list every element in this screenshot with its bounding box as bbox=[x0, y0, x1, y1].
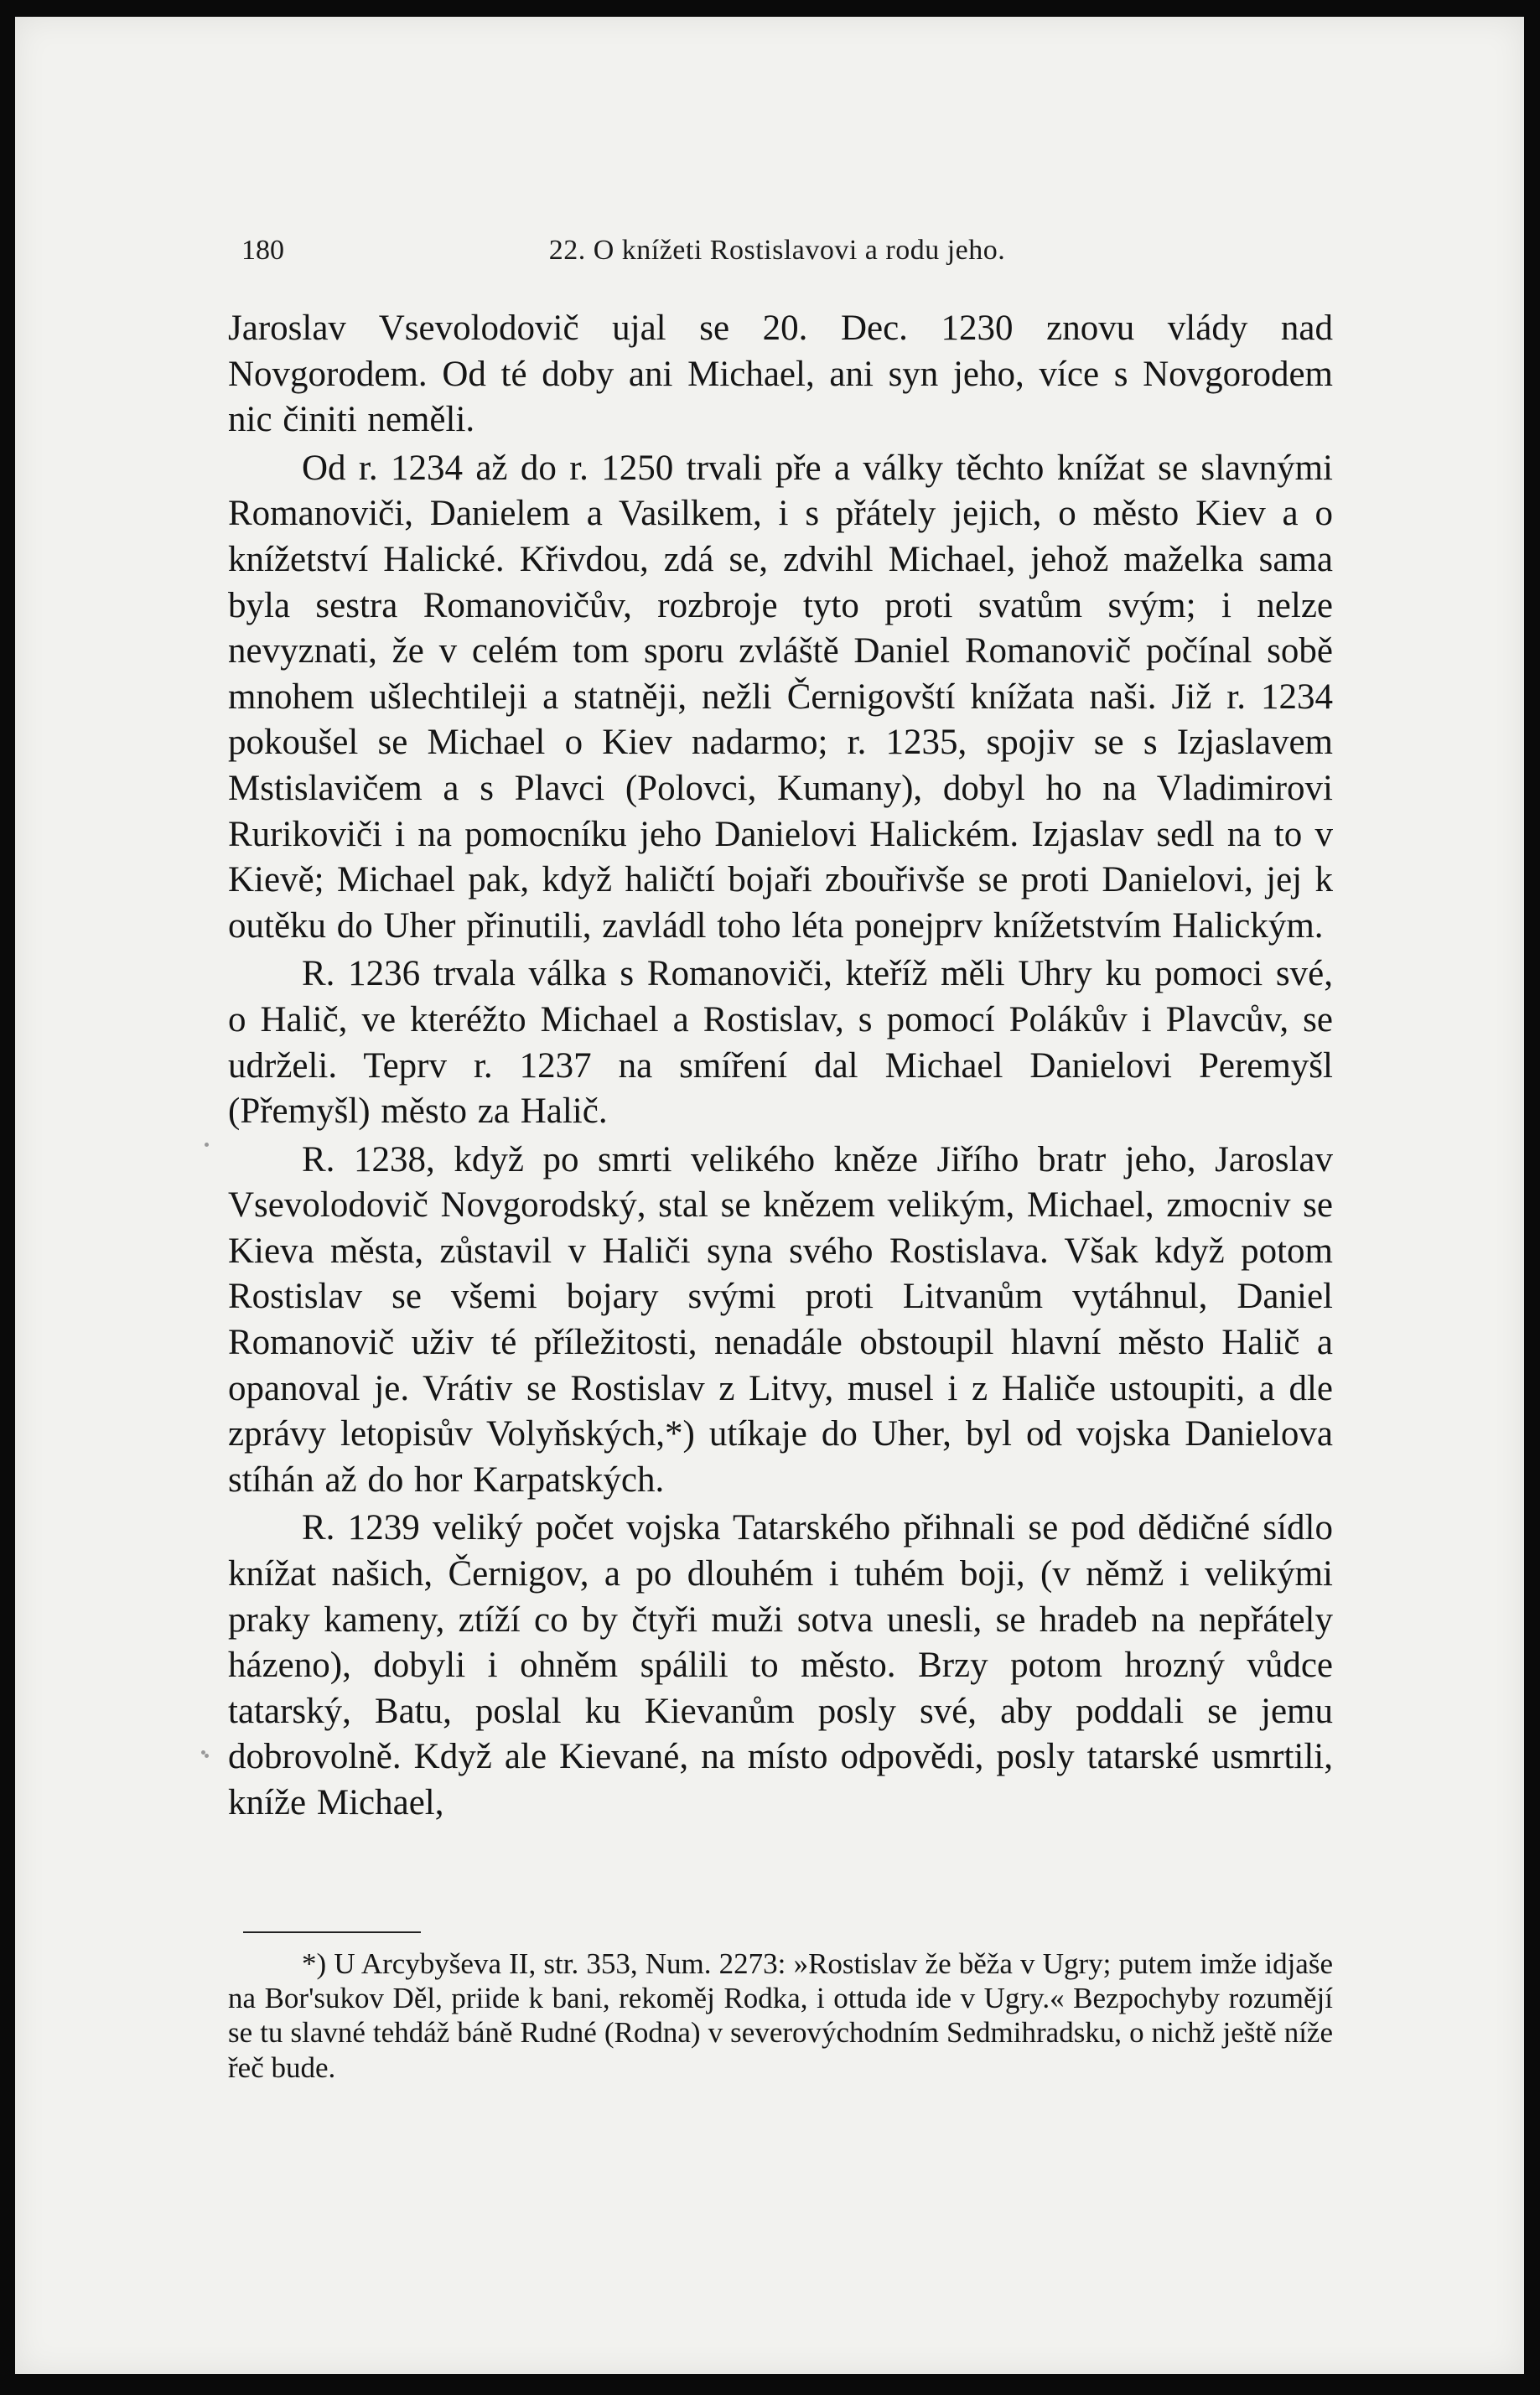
print-speck bbox=[205, 1754, 209, 1758]
footnote bbox=[228, 1947, 1333, 2085]
running-title: 22. O knížeti Rostislavovi a rodu jeho. bbox=[548, 235, 1006, 266]
main-text bbox=[228, 306, 1333, 1829]
page-number: 180 bbox=[241, 235, 284, 266]
footnote-divider bbox=[243, 1931, 421, 1933]
footnote-text: *) U Arcybyševa II, str. 353, Num. 2273: »Rostislav že běža v Ugry; putem imže idjaše na Bor'sukov Děl, priide k bani, rekoměj Rodka, i ottuda ide v Ugry.« Bezpochyby rozumějí se tu slavné tehdáž báně Rudné (Rodna) v severovýchodním Sedmihradsku, o nichž ještě níže řeč bude. bbox=[228, 1947, 1333, 2084]
paragraph: R. 1236 trvala válka s Romanoviči, kteříž měli Uhry ku pomoci své, o Halič, ve kteréžto Michael a Rostislav, s pomocí Polákův i Plavcův, se udrželi. Teprv r. 1237 na smíření dal Michael Danielovi Peremyšl (Přemyšl) město za Halič. bbox=[228, 954, 1333, 1132]
paragraph: Od r. 1234 až do r. 1250 trvali pře a války těchto knížat se slavnými Romanoviči, Danielem a Vasilkem, i s přátely jejich, o město Kiev a o knížetství Halické. Křivdou, zdá se, zdvihl Michael, jehož maželka sama byla sestra Romanovičův, rozbroje tyto proti svatům svým; i nelze nevyznati, že v celém tom sporu zvláště Daniel Romanovič počínal sobě mnohem ušlechtileji a statněji, nežli Černigovští knížata naši. Již r. 1234 pokoušel se Michael o Kiev nadarmo; r. 1235, spojiv se s Izjaslavem Mstislavičem a s Plavci (Polovci, Kumany), dobyl ho na Vladimirovi Rurikoviči i na pomocníku jeho Danielovi Halickém. Izjaslav sedl na to v Kievě; Michael pak, když haličtí bojaři zbouřivše se proti Danielovi, jej k outěku do Uher přinutili, zavládl toho léta ponejprv knížetstvím Halickým. bbox=[228, 448, 1333, 946]
paragraph: R. 1239 veliký počet vojska Tatarského přihnali se pod dědičné sídlo knížat našich, Černigov, a po dlouhém i tuhém boji, (v němž i velikými praky kameny, ztíží co by čtyři muži sotva unesli, se hradeb na nepřátely házeno), dobyli i ohněm spálili to město. Brzy potom hrozný vůdce tatarský, Batu, poslal ku Kievanům posly své, aby poddali se jemu dobrovolně. Když ale Kievané, na místo odpovědi, posly tatarské usmrtili, kníže Michael, bbox=[228, 1508, 1333, 1822]
paragraph: Jaroslav Vsevolodovič ujal se 20. Dec. 1230 znovu vlády nad Novgorodem. Od té doby ani Michael, ani syn jeho, více s Novgorodem nic činiti neměli. bbox=[228, 308, 1333, 440]
paragraph: R. 1238, když po smrti velikého kněze Jiřího bratr jeho, Jaroslav Vsevolodovič Novgorodský, stal se knězem velikým, Michael, zmocniv se Kieva města, zůstavil v Haliči syna svého Rostislava. Však když potom Rostislav se všemi bojary svými proti Litvanům vytáhnul, Daniel Romanovič uživ té příležitosti, nenadále obstoupil hlavní město Halič a opanoval je. Vrátiv se Rostislav z Litvy, musel i z Haliče ustoupiti, a dle zprávy letopisův Volyňských,*) utíkaje do Uher, byl od vojska Danielova stíhán až do hor Karpatských. bbox=[228, 1139, 1333, 1500]
print-speck bbox=[205, 1143, 209, 1147]
